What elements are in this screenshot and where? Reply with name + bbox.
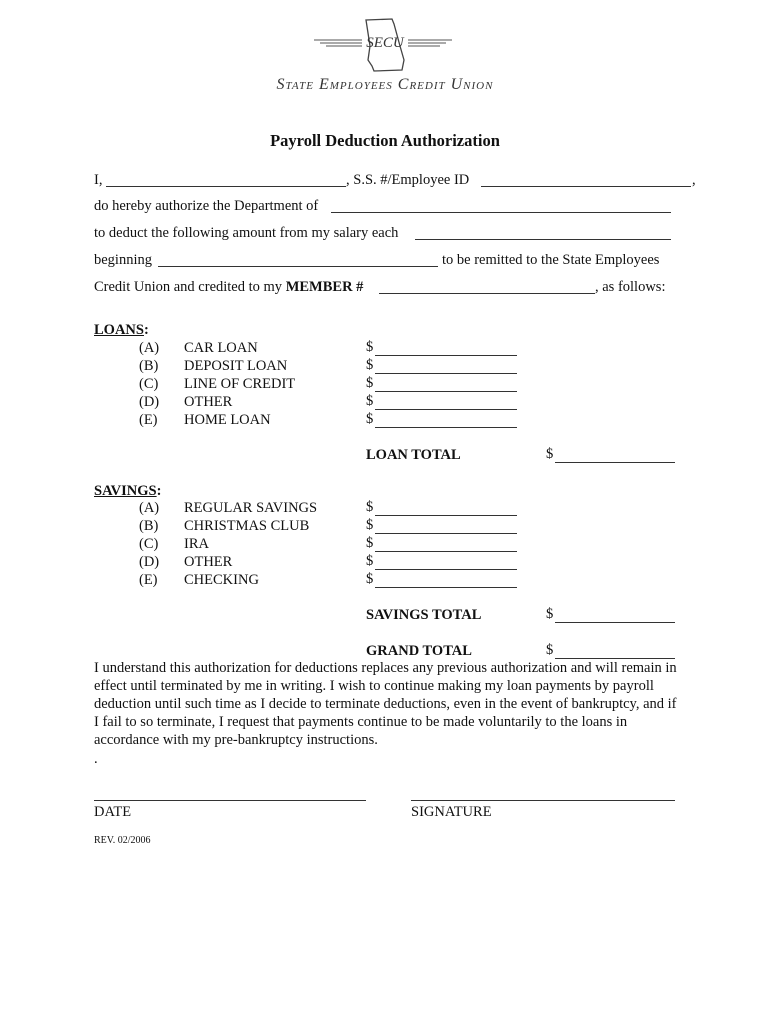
savings-total-label: SAVINGS TOTAL — [366, 607, 482, 623]
credited-text: Credit Union and credited to my — [94, 279, 283, 295]
dollar-sign: $ — [366, 499, 374, 515]
logo-text: SECU — [366, 35, 404, 51]
dollar-sign: $ — [366, 411, 374, 427]
savings-item-label: REGULAR SAVINGS — [184, 500, 318, 516]
page-title: Payroll Deduction Authorization — [270, 131, 500, 150]
savings-item-letter: (A) — [139, 500, 160, 516]
dollar-sign: $ — [366, 553, 374, 569]
revision-label: REV. 02/2006 — [94, 835, 151, 846]
signature-field[interactable] — [411, 800, 675, 801]
loans-heading-text: LOANS — [94, 322, 144, 338]
loans-colon: : — [143, 322, 149, 338]
salary-label: to deduct the following amount from my salary each — [94, 225, 399, 241]
savings-item-letter: (E) — [139, 572, 158, 588]
grand-total-label: GRAND TOTAL — [366, 643, 472, 659]
loan-item-letter: (D) — [139, 394, 160, 410]
stray-period: . — [94, 751, 98, 767]
as-follows-label: , as follows: — [595, 279, 666, 295]
loan-item-label: LINE OF CREDIT — [184, 376, 296, 392]
line1-end: , — [692, 172, 696, 188]
member-number-label: MEMBER # — [285, 279, 364, 295]
signature-label: SIGNATURE — [411, 804, 492, 820]
beginning-date-field[interactable] — [158, 266, 438, 267]
savings-heading — [94, 482, 161, 500]
dollar-sign: $ — [366, 375, 374, 391]
dollar-sign: $ — [546, 446, 554, 462]
department-label: do hereby authorize the Department of — [94, 198, 319, 214]
dollar-sign: $ — [366, 393, 374, 409]
date-field[interactable] — [94, 800, 366, 801]
loan-item-letter: (E) — [139, 412, 158, 428]
loan-item-label: DEPOSIT LOAN — [184, 358, 288, 374]
loan-item-letter: (A) — [139, 340, 160, 356]
savings-colon: : — [156, 483, 162, 499]
dollar-sign: $ — [366, 339, 374, 355]
name-field[interactable] — [106, 186, 346, 187]
loan-item-letter: (B) — [139, 358, 159, 374]
department-field[interactable] — [331, 212, 671, 213]
dollar-sign: $ — [366, 357, 374, 373]
dollar-sign: $ — [366, 517, 374, 533]
savings-item-letter: (D) — [139, 554, 160, 570]
savings-item-label: CHECKING — [184, 572, 259, 588]
loan-item-letter: (C) — [139, 376, 159, 392]
savings-item-label: IRA — [184, 536, 209, 552]
loan-item-label: HOME LOAN — [184, 412, 271, 428]
savings-heading-text: SAVINGS — [94, 483, 157, 499]
pay-period-field[interactable] — [415, 239, 671, 240]
organization-name — [0, 76, 770, 94]
date-label: DATE — [94, 804, 132, 820]
remitted-label: to be remitted to the State Employees — [442, 252, 660, 268]
savings-item-label: OTHER — [184, 554, 233, 570]
member-number-field[interactable] — [379, 293, 595, 294]
beginning-label: beginning — [94, 252, 152, 268]
authorization-statement: I understand this authorization for deductions replaces any previous authorization and will remain in effect until terminated by me in writing. I wish to continue making my loan payments by payroll deduction until such time as I decide to terminate deductions, even in the event of bankruptcy, and if I fail to so terminate, I request that payments continue to be made voluntarily to the loans in accordance with my pre-bankruptcy instructions. — [94, 660, 677, 748]
employee-id-field[interactable] — [481, 186, 691, 187]
loan-total-label: LOAN TOTAL — [366, 447, 461, 463]
dollar-sign: $ — [366, 535, 374, 551]
line1-prefix: I, — [94, 172, 103, 188]
dollar-sign: $ — [546, 642, 554, 658]
loan-item-label: CAR LOAN — [184, 340, 258, 356]
dollar-sign: $ — [546, 606, 554, 622]
savings-item-letter: (B) — [139, 518, 159, 534]
ssn-label: , S.S. #/Employee ID — [346, 172, 470, 188]
loan-item-label: OTHER — [184, 394, 233, 410]
dollar-sign: $ — [366, 571, 374, 587]
savings-item-letter: (C) — [139, 536, 159, 552]
loans-heading — [94, 321, 149, 339]
savings-item-label: CHRISTMAS CLUB — [184, 518, 310, 534]
org-name-text: State Employees Credit Union — [276, 76, 494, 93]
credited-label — [94, 278, 363, 296]
secu-logo — [300, 16, 470, 74]
